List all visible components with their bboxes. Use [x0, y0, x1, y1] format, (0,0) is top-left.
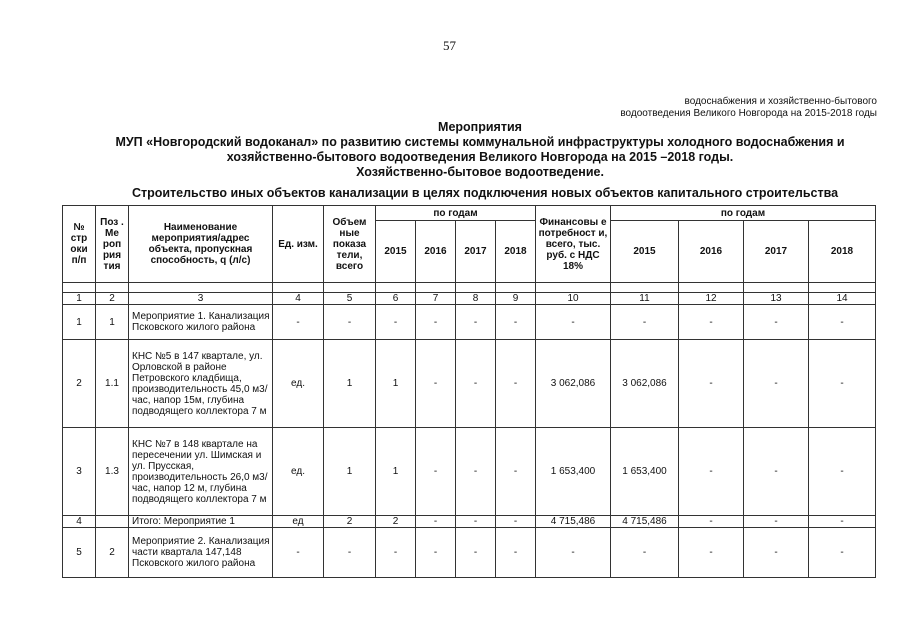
- row-number: 4: [63, 516, 96, 528]
- row-year-2015: 1: [376, 340, 416, 428]
- row-name: КНС №5 в 147 квартале, ул. Орловской в районе Петровского кладбища, производительность 45,0 м3/час, напор 15м, глубина подводящего коллектора 7 м: [129, 340, 273, 428]
- row-unit: ед.: [273, 340, 324, 428]
- column-number: 12: [679, 293, 744, 305]
- row-volume: 1: [324, 340, 376, 428]
- column-number: 7: [416, 293, 456, 305]
- table-row: [63, 340, 876, 428]
- row-name: Итого: Мероприятие 1: [129, 516, 273, 528]
- row-finance: 3 062,086: [536, 340, 611, 428]
- row-year-2017: -: [456, 305, 496, 340]
- row-name: Мероприятие 1. Канализация Псковского жилого района: [129, 305, 273, 340]
- column-number: 2: [96, 293, 129, 305]
- row-number: 5: [63, 528, 96, 578]
- row-year-2015: -: [376, 528, 416, 578]
- column-number: 5: [324, 293, 376, 305]
- row-finance: -: [536, 528, 611, 578]
- row-finance-2017: -: [744, 528, 809, 578]
- column-number: 14: [809, 293, 876, 305]
- heading-line-2: МУП «Новгородский водоканал» по развитию системы коммунальной инфраструктуры холодного водоснабжения и: [115, 135, 845, 149]
- row-finance-2016: -: [679, 428, 744, 516]
- row-finance: 4 715,486: [536, 516, 611, 528]
- measures-table: [62, 205, 876, 578]
- header-year: 2017: [456, 221, 496, 283]
- row-finance-2017: -: [744, 428, 809, 516]
- row-volume: -: [324, 305, 376, 340]
- row-number: 2: [63, 340, 96, 428]
- header-name: Наименование мероприятия/адрес объекта, пропускная способность, q (л/с): [129, 206, 273, 283]
- row-volume: 1: [324, 428, 376, 516]
- row-year-2017: -: [456, 516, 496, 528]
- row-unit: -: [273, 305, 324, 340]
- column-number: 9: [496, 293, 536, 305]
- row-unit: ед.: [273, 428, 324, 516]
- document-subtitle: [620, 96, 877, 120]
- row-finance-2018: -: [809, 428, 876, 516]
- row-year-2016: -: [416, 305, 456, 340]
- row-position: 1: [96, 305, 129, 340]
- row-unit: ед: [273, 516, 324, 528]
- row-finance: 1 653,400: [536, 428, 611, 516]
- page-number: 57: [443, 38, 456, 53]
- header-unit: Ед. изм.: [273, 206, 324, 283]
- row-year-2018: -: [496, 340, 536, 428]
- row-year-2016: -: [416, 516, 456, 528]
- table-row: [63, 428, 876, 516]
- row-finance-2016: -: [679, 305, 744, 340]
- row-finance-2015: -: [611, 528, 679, 578]
- header-year-finance: 2016: [679, 221, 744, 283]
- row-finance-2017: -: [744, 516, 809, 528]
- column-number: 3: [129, 293, 273, 305]
- header-position: Поз . Ме роп рия тия: [96, 206, 129, 283]
- row-name: Мероприятие 2. Канализация части квартала 147,148 Псковского жилого района: [129, 528, 273, 578]
- column-number: 4: [273, 293, 324, 305]
- header-row-number: № стр оки п/п: [63, 206, 96, 283]
- header-year-finance: 2015: [611, 221, 679, 283]
- row-finance-2018: -: [809, 516, 876, 528]
- row-volume: 2: [324, 516, 376, 528]
- row-year-2018: -: [496, 428, 536, 516]
- row-finance-2018: -: [809, 528, 876, 578]
- row-number: 1: [63, 305, 96, 340]
- row-name: КНС №7 в 148 квартале на пересечении ул. Шимская и ул. Прусская, производительность 26,0 м3/час, напор 12 м, глубина подводящего коллектора 7 м: [129, 428, 273, 516]
- section-title: Строительство иных объектов канализации в целях подключения новых объектов капитального строительства: [131, 186, 839, 200]
- column-number: 11: [611, 293, 679, 305]
- row-finance-2016: -: [679, 340, 744, 428]
- column-number: 10: [536, 293, 611, 305]
- spacer-row: [63, 283, 876, 293]
- table-row: [63, 528, 876, 578]
- row-position: 1.3: [96, 428, 129, 516]
- header-finance: Финансовы е потребност и, всего, тыс. руб. с НДС 18%: [536, 206, 611, 283]
- heading-line-1: Мероприятия: [438, 120, 522, 134]
- row-finance-2015: 1 653,400: [611, 428, 679, 516]
- table-row: [63, 305, 876, 340]
- heading-line-4: Хозяйственно-бытовое водоотведение.: [356, 165, 604, 179]
- column-number: 6: [376, 293, 416, 305]
- row-year-2018: -: [496, 305, 536, 340]
- subtitle-line: водоснабжения и хозяйственно-бытового: [684, 96, 877, 107]
- header-year: 2018: [496, 221, 536, 283]
- row-volume: -: [324, 528, 376, 578]
- row-year-2016: -: [416, 428, 456, 516]
- row-year-2016: -: [416, 340, 456, 428]
- row-unit: -: [273, 528, 324, 578]
- header-year-finance: 2017: [744, 221, 809, 283]
- row-year-2015: 2: [376, 516, 416, 528]
- column-number-row: [63, 293, 876, 305]
- header-volume: Объем ные показа тели, всего: [324, 206, 376, 283]
- row-year-2018: -: [496, 516, 536, 528]
- row-year-2017: -: [456, 428, 496, 516]
- column-number: 1: [63, 293, 96, 305]
- header-year-finance: 2018: [809, 221, 876, 283]
- header-by-years: по годам: [376, 206, 536, 221]
- heading-line-3: хозяйственно-бытового водоотведения Великого Новгорода на 2015 –2018 годы.: [226, 150, 734, 164]
- row-finance: -: [536, 305, 611, 340]
- table-body: [63, 305, 876, 578]
- row-year-2018: -: [496, 528, 536, 578]
- header-year: 2016: [416, 221, 456, 283]
- row-year-2016: -: [416, 528, 456, 578]
- row-number: 3: [63, 428, 96, 516]
- row-finance-2015: -: [611, 305, 679, 340]
- document-heading: [40, 120, 905, 180]
- header-by-years-finance: по годам: [611, 206, 876, 221]
- row-position: 1.1: [96, 340, 129, 428]
- row-position: [96, 516, 129, 528]
- row-finance-2015: 4 715,486: [611, 516, 679, 528]
- row-finance-2018: -: [809, 305, 876, 340]
- row-position: 2: [96, 528, 129, 578]
- row-year-2017: -: [456, 528, 496, 578]
- row-year-2017: -: [456, 340, 496, 428]
- row-finance-2017: -: [744, 340, 809, 428]
- column-number: 13: [744, 293, 809, 305]
- row-finance-2016: -: [679, 516, 744, 528]
- row-finance-2015: 3 062,086: [611, 340, 679, 428]
- row-year-2015: 1: [376, 428, 416, 516]
- row-year-2015: -: [376, 305, 416, 340]
- column-number: 8: [456, 293, 496, 305]
- row-finance-2016: -: [679, 528, 744, 578]
- row-finance-2017: -: [744, 305, 809, 340]
- row-finance-2018: -: [809, 340, 876, 428]
- table-row: [63, 516, 876, 528]
- subtitle-line: водоотведения Великого Новгорода на 2015-2018 годы: [620, 108, 877, 119]
- header-year: 2015: [376, 221, 416, 283]
